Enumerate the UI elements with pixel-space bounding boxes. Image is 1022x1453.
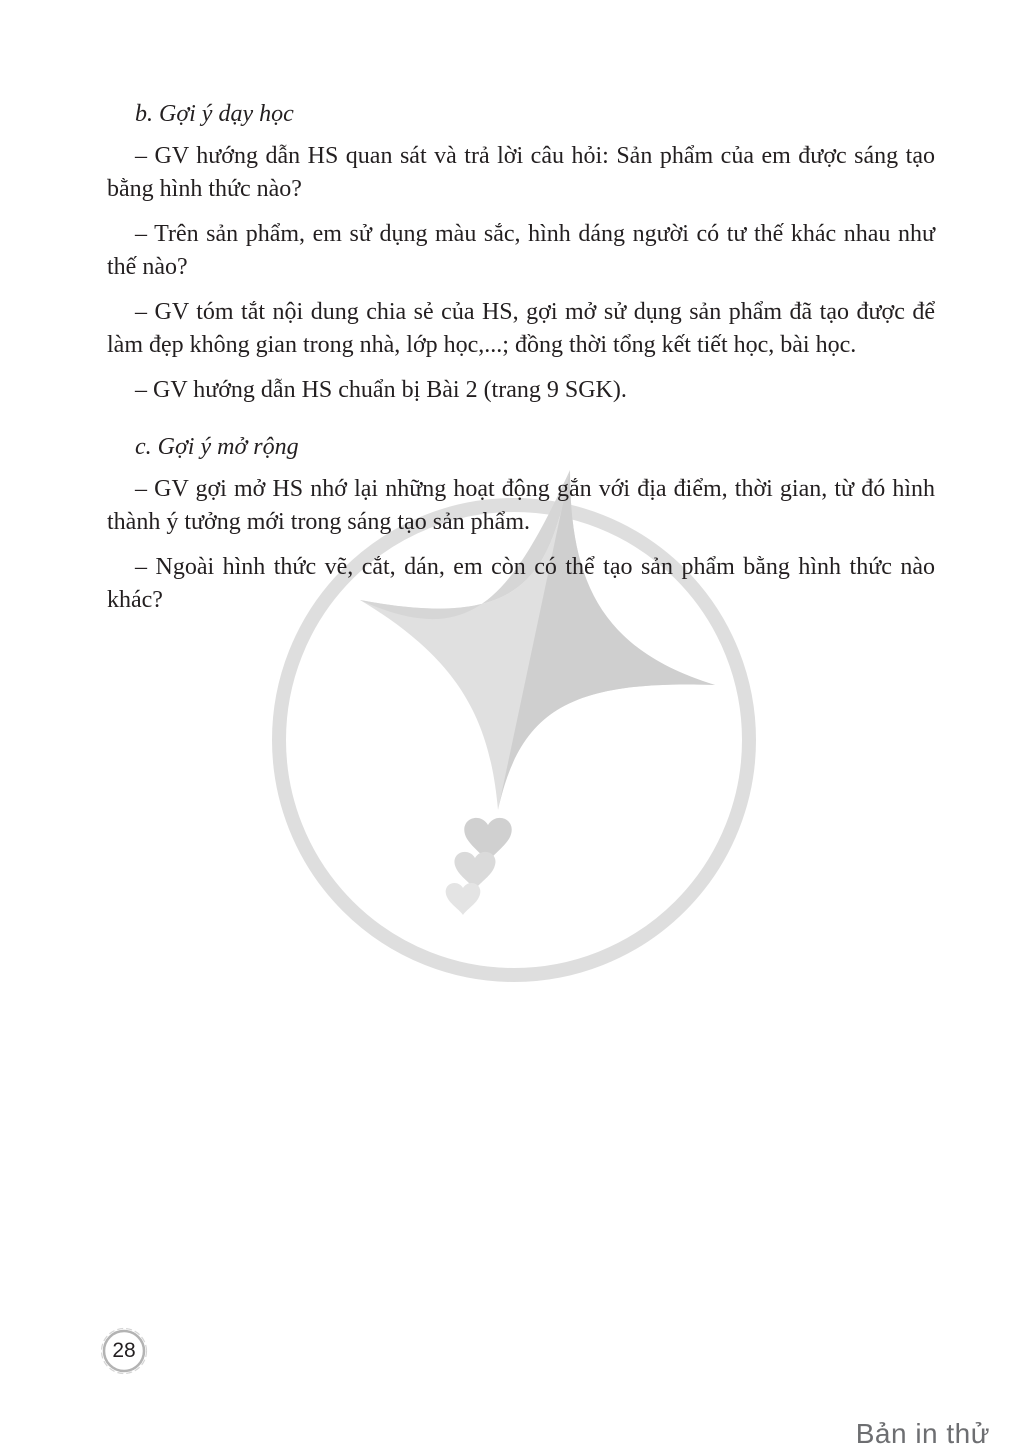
paragraph: – Ngoài hình thức vẽ, cắt, dán, em còn có thể tạo sản phẩm bằng hình thức nào khác?	[107, 554, 935, 613]
draft-print-label: Bản in thử	[855, 1418, 990, 1449]
page-number-badge	[100, 1327, 148, 1375]
section-extension-suggestions	[107, 429, 935, 617]
paragraph: – GV tóm tắt nội dung chia sẻ của HS, gợi mở sử dụng sản phẩm đã tạo được để làm đẹp không gian trong nhà, lớp học,...; đồng thời tổng kết tiết học, bài học.	[107, 299, 935, 358]
page-number: 28	[112, 1339, 136, 1362]
paragraph: – Trên sản phẩm, em sử dụng màu sắc, hình dáng người có tư thế khác nhau như thế nào?	[107, 221, 935, 280]
paragraph: – GV gợi mở HS nhớ lại những hoạt động gắn với địa điểm, thời gian, từ đó hình thành ý tưởng mới trong sáng tạo sản phẩm.	[107, 476, 935, 535]
section-teaching-suggestions	[107, 96, 935, 407]
page-content	[107, 96, 935, 629]
paragraph: – GV hướng dẫn HS chuẩn bị Bài 2 (trang 9 SGK).	[135, 377, 627, 403]
section-heading: c. Gợi ý mở rộng	[135, 434, 299, 460]
paragraph: – GV hướng dẫn HS quan sát và trả lời câu hỏi: Sản phẩm của em được sáng tạo bằng hình thức nào?	[107, 143, 935, 202]
section-heading: b. Gợi ý dạy học	[135, 101, 294, 127]
